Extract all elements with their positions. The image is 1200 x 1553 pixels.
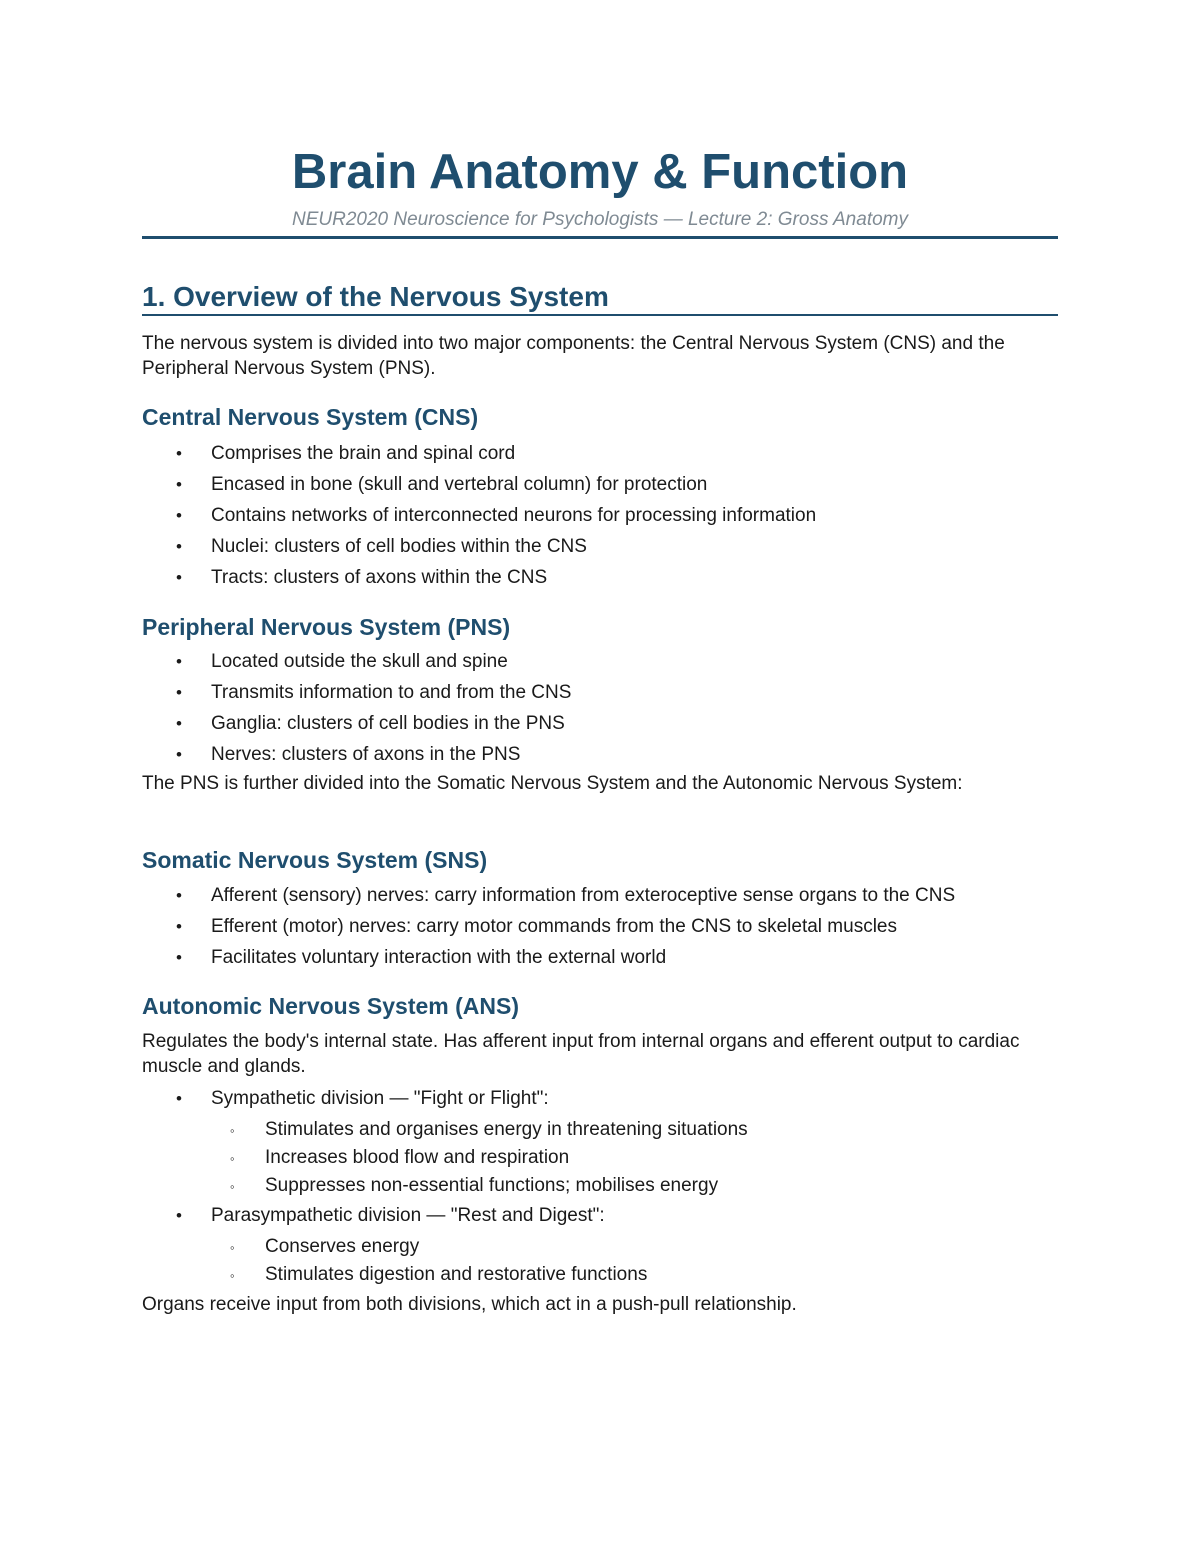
- list-item: • Contains networks of interconnected neurons for processing information: [176, 505, 817, 526]
- bullet-icon: •: [176, 745, 182, 764]
- bullet-icon: •: [176, 568, 182, 587]
- bullet-icon: •: [176, 714, 182, 733]
- subheading-pns: Peripheral Nervous System (PNS): [142, 614, 511, 640]
- bullet-icon: •: [176, 652, 182, 671]
- document-subtitle: NEUR2020 Neuroscience for Psychologists — Lecture 2: Gross Anatomy: [291, 209, 908, 230]
- circle-bullet-icon: ◦: [230, 1151, 235, 1166]
- bullet-icon: •: [176, 537, 182, 556]
- circle-bullet-icon: ◦: [230, 1123, 235, 1138]
- circle-bullet-icon: ◦: [230, 1179, 235, 1194]
- overview-intro: The nervous system is divided into two major components: the Central Nervous System (CNS) and the Peripheral Nervous System (PNS).: [142, 333, 1005, 379]
- ans-closing: Organs receive input from both divisions, which act in a push-pull relationship.: [142, 1294, 797, 1315]
- ans-list: [142, 1086, 1058, 1117]
- list-item: • Comprises the brain and spinal cord: [176, 443, 516, 464]
- bullet-icon: •: [176, 1206, 182, 1225]
- list-item: • Transmits information to and from the CNS: [176, 682, 572, 703]
- bullet-icon: •: [176, 506, 182, 525]
- list-item-sympathetic: • Sympathetic division — "Fight or Flight":: [176, 1088, 549, 1109]
- pns-note: The PNS is further divided into the Somatic Nervous System and the Autonomic Nervous System:: [142, 773, 963, 794]
- bullet-icon: •: [176, 683, 182, 702]
- subheading-ans: Autonomic Nervous System (ANS): [142, 993, 520, 1019]
- list-item-parasympathetic: • Parasympathetic division — "Rest and Digest":: [176, 1205, 605, 1226]
- pns-list: [142, 649, 1058, 773]
- document-title: Brain Anatomy & Function: [291, 145, 909, 199]
- section-heading-overview: 1. Overview of the Nervous System: [142, 281, 609, 312]
- list-item: • Tracts: clusters of axons within the CNS: [176, 567, 548, 588]
- list-item: • Afferent (sensory) nerves: carry information from exteroceptive sense organs to the CNS: [176, 885, 956, 906]
- list-item: • Encased in bone (skull and vertebral column) for protection: [176, 474, 708, 495]
- bullet-icon: •: [176, 1089, 182, 1108]
- sub-list-item: ◦ Increases blood flow and respiration: [142, 1145, 1058, 1170]
- sub-list-item: ◦ Stimulates digestion and restorative functions: [142, 1262, 1058, 1287]
- list-item: • Nuclei: clusters of cell bodies within the CNS: [176, 536, 587, 557]
- list-item: • Facilitates voluntary interaction with the external world: [176, 947, 667, 968]
- bullet-icon: •: [176, 444, 182, 463]
- bullet-icon: •: [176, 948, 182, 967]
- sub-list-item: ◦ Conserves energy: [142, 1234, 1058, 1259]
- ans-intro: Regulates the body's internal state. Has afferent input from internal organs and efferent output to cardiac muscle and glands.: [142, 1031, 1020, 1077]
- circle-bullet-icon: ◦: [230, 1240, 235, 1255]
- subheading-cns: Central Nervous System (CNS): [142, 404, 479, 430]
- cns-list: [142, 441, 1058, 596]
- list-item: • Nerves: clusters of axons in the PNS: [176, 744, 521, 765]
- section-divider: [142, 314, 1058, 316]
- title-divider: [142, 236, 1058, 239]
- parasympathetic-sublist: [142, 1234, 1058, 1290]
- sub-list-item: ◦ Stimulates and organises energy in threatening situations: [142, 1117, 1058, 1142]
- list-item: • Efferent (motor) nerves: carry motor commands from the CNS to skeletal muscles: [176, 916, 897, 937]
- sub-list-item: ◦ Suppresses non-essential functions; mobilises energy: [142, 1173, 1058, 1198]
- sns-list: [142, 883, 1058, 976]
- ans-list-2: [142, 1203, 1058, 1234]
- list-item: • Located outside the skull and spine: [176, 651, 508, 672]
- bullet-icon: •: [176, 886, 182, 905]
- circle-bullet-icon: ◦: [230, 1268, 235, 1283]
- bullet-icon: •: [176, 917, 182, 936]
- list-item: • Ganglia: clusters of cell bodies in the PNS: [176, 713, 565, 734]
- sympathetic-sublist: [142, 1117, 1058, 1201]
- subheading-sns: Somatic Nervous System (SNS): [142, 847, 488, 873]
- bullet-icon: •: [176, 475, 182, 494]
